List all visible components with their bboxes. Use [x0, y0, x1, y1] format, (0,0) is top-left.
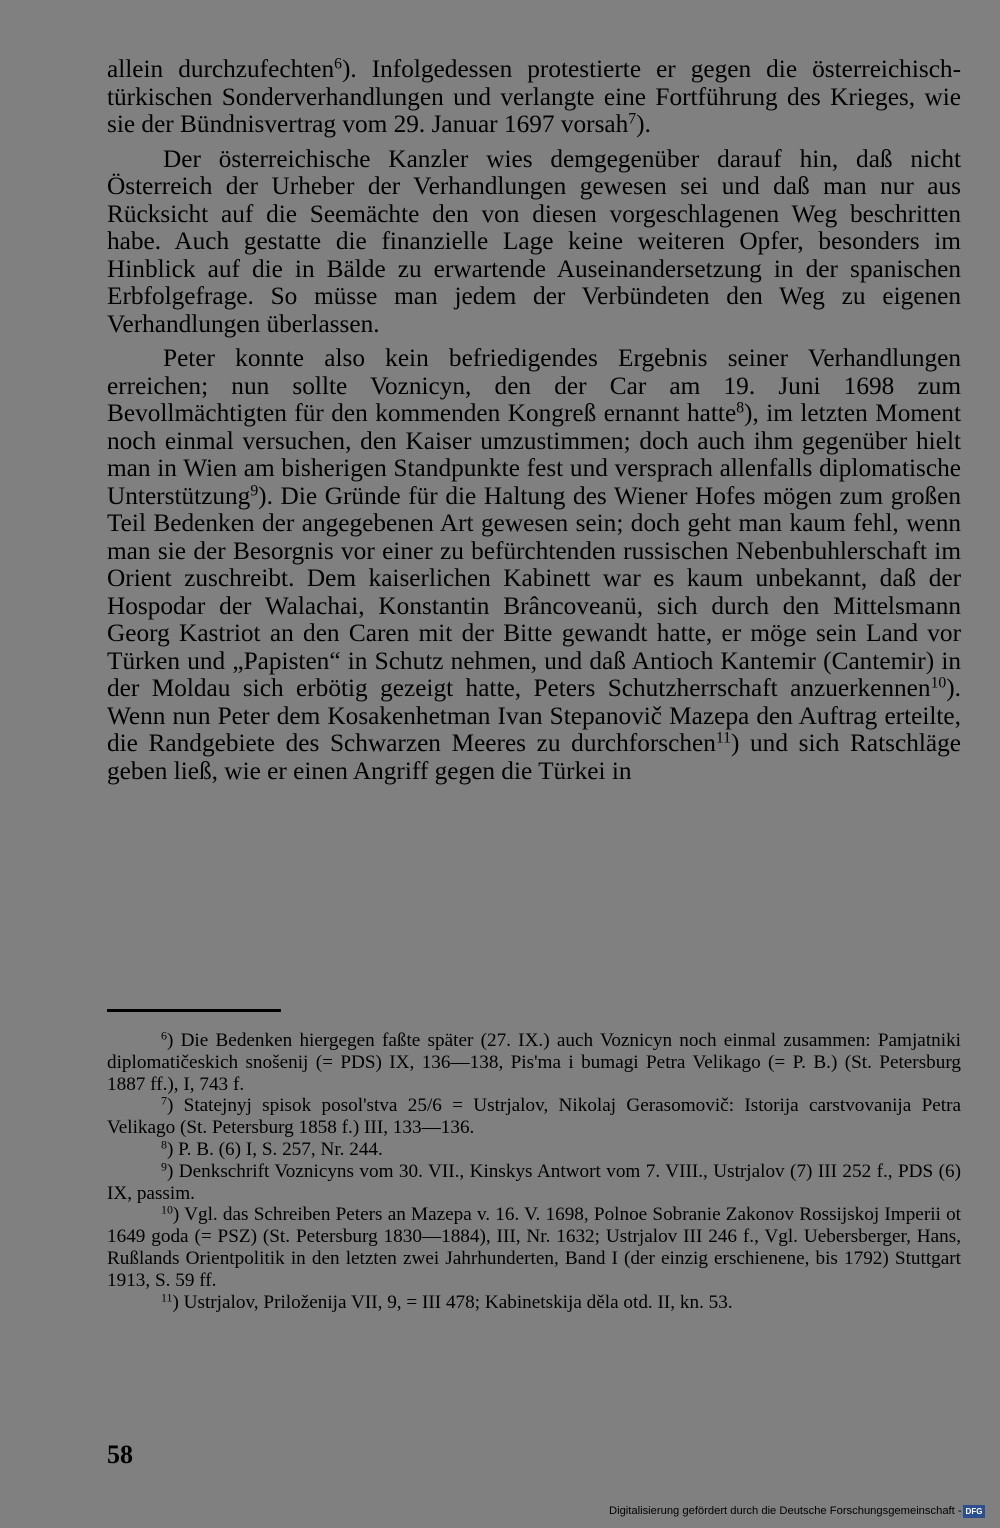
- digitization-credit: Digitalisierung gefördert durch die Deutsche Forschungsgemeinschaft -: [609, 1505, 962, 1517]
- paragraph-text: ). Wenn nun Peter dem Kosakenhetman Ivan Stepanovič Mazepa den Auftrag erteilte, die Randgebiete des Schwarzen Meeres zu durchforschen: [107, 674, 961, 757]
- footnote-mark: 11: [161, 1290, 173, 1305]
- paragraph-text: ).: [636, 110, 651, 138]
- paragraph-text: ), im letzten Moment noch einmal versuchen, den Kaiser umzustimmen; doch auch ihm gegenüber hielt man in Wien am bisherigen Standpunkte fest und versprach allenfalls diplomatische Unterstützung: [107, 399, 961, 510]
- footnote-text: ) Ustrjalov, Priloženija VII, 9, = III 478; Kabinetskija děla otd. II, kn. 53.: [172, 1291, 733, 1313]
- footnote-text: ) Vgl. das Schreiben Peters an Mazepa v. 16. V. 1698, Polnoe Sobranie Zakonov Rossijskoj Imperii ot 1649 goda (= PSZ) (St. Petersburg 1830—1884), III, Nr. 1632; Ustrjalov III 246 f., Vgl. Uebersberger, Hans, Rußlands Orientpolitik in den letzten zwei Jahrhunderten, Band I (der einzig erschienene, bis 1792) Stuttgart 1913, S. 59 ff.: [107, 1204, 961, 1291]
- footnote-7: [107, 1095, 961, 1139]
- footnote-11: [107, 1292, 961, 1314]
- footnote-ref-9[interactable]: 9: [250, 481, 259, 499]
- footnote-mark: 10: [161, 1202, 173, 1217]
- footnote-text: ) Die Bedenken hiergegen faßte später (27. IX.) auch Voznicyn noch einmal zusammen: Pamjatniki diplomatičeskich snošenij (= PDS) IX, 136—138, Pis'ma i bumagi Petra Velikago (= P. B.) (St. Petersburg 1887 ff.), I, 743 f.: [107, 1030, 961, 1095]
- footnote-9: [107, 1161, 961, 1205]
- paragraph-text: allein durchzufechten: [107, 55, 335, 83]
- footnote-text: ) P. B. (6) I, S. 257, Nr. 244.: [166, 1138, 383, 1160]
- footnote-ref-7[interactable]: 7: [628, 110, 637, 128]
- footnote-6: [107, 1030, 961, 1095]
- paragraph-text: ) und sich Ratschläge geben ließ, wie er einen Angriff gegen die Türkei in: [107, 729, 961, 785]
- footnote-ref-8[interactable]: 8: [736, 399, 745, 417]
- footnote-10: [107, 1204, 961, 1291]
- footnote-mark: 7: [161, 1093, 167, 1108]
- page-number: 58: [107, 1440, 133, 1469]
- paragraph-text: Der österreichische Kanzler wies demgegenüber darauf hin, daß nicht Österreich der Urheber der Verhandlungen gewesen sei und daß man nur aus Rücksicht auf die Seemächte den von diesen vorgeschlagenen Weg beschritten habe. Auch gestatte die finanzielle Lage keine weiteren Opfer, besonders im Hinblick auf die in Bälde zu erwartende Auseinandersetzung in der spanischen Erbfolgefrage. So müsse man jedem der Verbündeten den Weg zu eigenen Verhandlungen überlassen.: [107, 144, 961, 338]
- paragraph-text: Peter konnte also kein befriedigendes Ergebnis seiner Verhandlungen erreichen; nun sollte Voznicyn, den der Car am 19. Juni 1698 zum Bevollmächtigten für den kommenden Kongreß ernannt hatte: [107, 344, 961, 427]
- footnote-ref-10[interactable]: 10: [930, 674, 947, 692]
- footnote-text: ) Denkschrift Voznicyns vom 30. VII., Kinskys Antwort vom 7. VIII., Ustrjalov (7) III 252 f., PDS (6) IX, passim.: [107, 1160, 961, 1204]
- paragraph-2: [107, 146, 961, 339]
- paragraph-text: ). Die Gründe für die Haltung des Wiener Hofes mögen zum großen Teil Bedenken der angegebenen Art gewesen sein; doch geht man kaum fehl, wenn man sie der Besorgnis vor einer zu befürchtenden russischen Nebenbuhlerschaft im Orient zuschreibt. Dem kaiserlichen Kabinett war es kaum unbekannt, daß der Hospodar der Walachai, Konstantin Brâncoveanü, sich durch den Mittelsmann Georg Kastriot an den Caren mit der Bitte gewandt hatte, er möge sein Land vor Türken und „Papisten“ in Schutz nehmen, und daß Antioch Kantemir (Cantemir) in der Moldau sich erbötig gezeigt hatte, Peters Schutzherrschaft anzuerkennen: [107, 481, 961, 702]
- footnote-ref-6[interactable]: 6: [334, 55, 342, 73]
- footnotes: [107, 1030, 961, 1313]
- footnote-mark: 6: [161, 1028, 167, 1043]
- dfg-logo-icon: DFG: [963, 1505, 985, 1518]
- paragraph-3: [107, 345, 961, 785]
- footnote-text: ) Statejnyj spisok posol'stva 25/6 = Ustrjalov, Nikolaj Gerasomovič: Istorija carstvovanija Petra Velikago (St. Petersburg 1858 f.) III, 133—136.: [107, 1095, 961, 1139]
- body-text: [107, 56, 961, 785]
- footnote-mark: 9: [161, 1159, 167, 1174]
- footnote-divider: [107, 1009, 281, 1012]
- footnote-ref-11[interactable]: 11: [715, 729, 731, 747]
- footnote-mark: 8: [161, 1137, 167, 1152]
- footnote-8: [107, 1139, 961, 1161]
- paragraph-text: ). Infolgedessen protestierte er gegen die österreichisch-türkischen Sonderverhandlungen und verlangte eine Fortführung des Krieges, wie sie der Bündnisvertrag vom 29. Januar 1697 vorsah: [107, 55, 961, 138]
- paragraph-1: [107, 56, 961, 139]
